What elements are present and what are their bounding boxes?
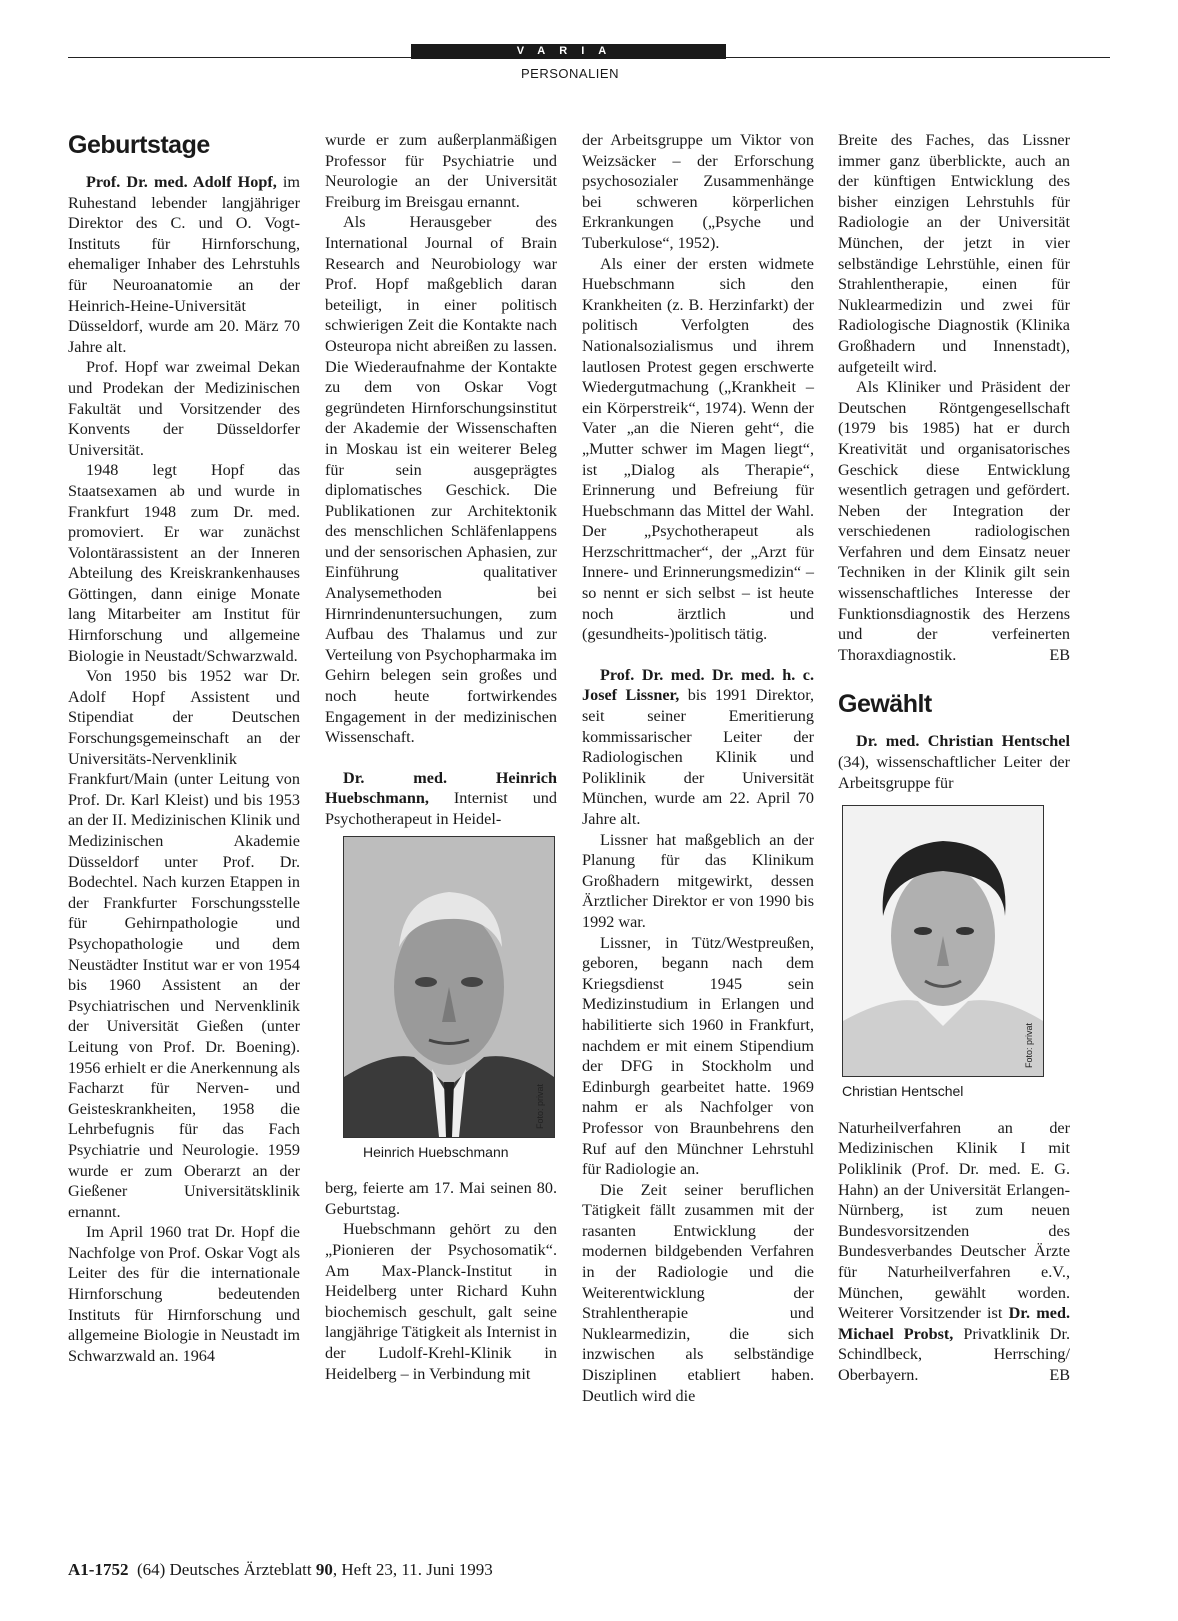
lissner-para-6: Als Kliniker und Präsident der Deutschen Röntgengesellschaft (1979 bis 1985) hat er durch Kreativität und organisatorisches Geschick diese Entwicklung wesentlich getragen und gefördert. Neben der Integration der verschiedenen radiologischen Verfahren und dem Einsatz neuer Techniken in der Klinik gilt sein wissenschaftliches Interesse der Funktionsdiagnostik des Herzens und der verfeinerten Thoraxdiagnostik. EB: [838, 378, 1070, 664]
lissner-para-3: Lissner, in Tütz/Westpreußen, geboren, begann nach dem Kriegsdienst 1945 sein Medizinstudium in Erlangen und habilitierte sich 1960 in Frankfurt, nachdem er mit einem Stipendium der DFG in Stockholm und Edinburgh gearbeitet hatte. 1969 nahm er als Nachfolger von Professor von Braunbehrens den Ruf auf den Münchner Lehrstuhl für Radiologie an.: [582, 933, 814, 1179]
photo-credit: Foto: privat: [1024, 1023, 1035, 1069]
citation-text: (64) Deutsches Ärzteblatt: [136, 1560, 316, 1579]
huebschmann-para-3: Huebschmann gehört zu den „Pionieren der Psychosomatik“. Am Max-Planck-Institut in Heidelberg unter Richard Kuhn biochemisch geschult, galt seine langjährige Tätigkeit als Internist in der Ludolf-Krehl-Klinik in Heidelberg – in Verbindung mit: [325, 1220, 557, 1383]
huebschmann-intro: Dr. med. Heinrich Huebschmann, Internist und Psychotherapeut in Heidel-: [325, 768, 557, 828]
lissner-para-2: Lissner hat maßgeblich an der Planung für das Klinikum Großhadern mitgewirkt, dessen Ärztlicher Direktor er von 1990 bis 1992 war.: [582, 830, 814, 931]
lissner-para-5: Breite des Faches, das Lissner immer ganz überblickte, auch an der künftigen Entwicklung des bisher einzigen Lehrstuhls für Radiologie an der Universität München, der jetzt in vier selbständige Lehrstühle, einen für Strahlentherapie, einen für Nuklearmedizin und zwei für Radiologische Diagnostik (Klinika Großhadern und Innenstadt), aufgeteilt wird.: [838, 131, 1070, 376]
column-4: [838, 130, 1070, 1386]
huebschmann-name: Dr. med. Heinrich Huebschmann,: [325, 768, 557, 808]
probst-name: Dr. med. Michael Probst,: [838, 1304, 1071, 1343]
signature: EB: [1049, 645, 1070, 664]
hopf-para-6: wurde er zum außerplanmäßigen Professor für Psychiatrie und Neurologie an der Universität Freiburg im Breisgau ernannt.: [325, 131, 557, 211]
hentschel-para-2: Naturheilverfahren an der Medizinischen Klinik I mit Poliklinik (Prof. Dr. med. E. G. Hahn) an der Universität Erlangen-Nürnberg, ist zum neuen Bundesvorsitzenden des Bundesverbandes Deutscher Ärzte für Naturheilverfahren e.V., München, gewählt worden. Weiterer Vorsitzender ist Dr. med. Michael Probst, Privatklinik Dr. Schindlbeck, Herrsching/ Oberbayern. EB: [838, 1118, 1071, 1384]
huebschmann-para-4: der Arbeitsgruppe um Viktor von Weizsäcker – der Erforschung psychosozialer Zusammenhänge bei schweren körperlichen Erkrankungen („Psyche und Tuberkulose“, 1952).: [582, 131, 814, 252]
citation-issue: , Heft 23, 11. Juni 1993: [332, 1560, 493, 1579]
hopf-intro: Prof. Dr. med. Adolf Hopf, im Ruhestand lebender langjähriger Direktor des C. und O. Vogt-Instituts für Hirnforschung, ehemaliger Inhaber des Lehrstuhls für Neuroanatomie an der Heinrich-Heine-Universität Düsseldorf, wurde am 20. März 70 Jahre alt.: [68, 173, 300, 356]
hentschel-photo: [842, 805, 1044, 1077]
lissner-name: Prof. Dr. med. Dr. med. h. c. Josef Lissner,: [582, 665, 814, 705]
photo-caption: Christian Hentschel: [842, 1083, 964, 1100]
signature: EB: [1049, 1365, 1070, 1384]
subsection-label: PERSONALIEN: [521, 66, 619, 81]
column-3: [582, 130, 814, 1406]
photo-credit: Foto: privat: [535, 1083, 546, 1129]
huebschmann-para-5: Als einer der ersten widmete Huebschmann sich den Krankheiten (z. B. Herzinfarkt) der politisch Verfolgten des Nationalsozialismus und ihrem lautlosen Protest gegen erschwerte Wiedergutmachung („Krankheit – ein Körperstreik“, 1974). Wenn der Vater „an die Nieren geht“, die „Mutter schwer im Magen liegt“, ist „Dialog als Therapie“, Erinnerung und Befreiung für Huebschmann das Mittel der Wahl. Der „Psychotherapeut als Herzschrittmacher“, der „Arzt für Innere- und Erinnerungsmedizin“ – so nennt er sich selbst – ist heute noch ärztlich und (gesundheits-)politisch tätig.: [582, 254, 814, 644]
huebschmann-photo: [343, 836, 555, 1138]
heading-gewaehlt: Gewählt: [838, 690, 932, 719]
hopf-para-2: Prof. Hopf war zweimal Dekan und Prodekan der Medizinischen Fakultät und Vorsitzender des Konvents der Düsseldorfer Universität.: [68, 358, 300, 459]
hopf-para-7: Als Herausgeber des International Journal of Brain Research and Neurobiology war Prof. Hopf maßgeblich daran beteiligt, in einer politisch schwierigen Zeit die Kontakte nach Osteuropa nicht abreißen zu lassen. Die Wiederaufnahme der Kontakte zu dem von Oskar Vogt gegründeten Hirnforschungsinstitut der Akademie der Wissenschaften in Moskau ist ein weiterer Beleg für sein ausgeprägtes diplomatisches Geschick. Die Publikationen zur Architektonik des menschlichen Schläfenlappens und der sensorischen Aphasien, zur Einführung qualitativer Analysemethoden bei Hirnrindenuntersuchungen, zum Aufbau des Thalamus und zur Verteilung von Psychopharmaka im Gehirn belegen sein großes und noch heute fortwirkendes Engagement in der medizinischen Wissenschaft.: [325, 213, 557, 747]
hentschel-intro: Dr. med. Christian Hentschel (34), wissenschaftlicher Leiter der Arbeitsgruppe für: [838, 732, 1070, 792]
column-2: [325, 130, 557, 1384]
column-1: [68, 130, 300, 1366]
hentschel-name: Dr. med. Christian Hentschel: [856, 732, 1070, 751]
photo-caption: Heinrich Huebschmann: [363, 1143, 509, 1160]
hopf-para-3: 1948 legt Hopf das Staatsexamen ab und wurde in Frankfurt 1948 zum Dr. med. promoviert. Er war zunächst Volontärassistent an der Inneren Abteilung des Kreiskrankenhauses Göttingen, dann einige Monate lang Mitarbeiter am Institut für Hirnforschung und allgemeine Biologie in Neustadt/Schwarzwald.: [68, 461, 300, 665]
lissner-intro: Prof. Dr. med. Dr. med. h. c. Josef Lissner, bis 1991 Direktor, seit seiner Emeritierung kommissarischer Leiter der Radiologischen Klinik und Poliklinik der Universität München, wurde am 22. April 70 Jahre alt.: [582, 665, 814, 828]
hopf-para-4: Von 1950 bis 1952 war Dr. Adolf Hopf Assistent und Stipendiat der Deutschen Forschungsgemeinschaft an der Universitäts-Nervenklinik Frankfurt/Main (unter Leitung von Prof. Dr. Karl Kleist) und bis 1953 an der II. Medizinischen Klinik und Medizinischen Akademie Düsseldorf unter Prof. Dr. Bodechtel. Nach kurzen Etappen in der Frankfurter Forschungsstelle für Gehirnpathologie und Psychopathologie und dem Neustädter Institut war er von 1954 bis 1960 Assistent an der Psychiatrischen und Nervenklinik der Universität Gießen (unter Leitung von Prof. Dr. Boening). 1956 erhielt er die Anerkennung als Facharzt für Nerven- und Geisteskrankheiten, 1958 die Lehrbefugnis für das Fach Psychiatrie und Neurologie. 1959 wurde er zum Oberarzt an der Gießener Universitätsklinik ernannt.: [68, 667, 300, 1221]
lissner-para-4: Die Zeit seiner beruflichen Tätigkeit fällt zusammen mit der rasanten Entwicklung der modernen bildgebenden Verfahren in der Radiologie und die Weiterentwicklung der Strahlentherapie und Nuklearmedizin, die sich inzwischen als selbständige Disziplinen etabliert haben. Deutlich wird die: [582, 1180, 814, 1405]
volume-number: 90: [315, 1560, 333, 1579]
section-banner: VARIA: [411, 44, 726, 59]
hopf-para-5: Im April 1960 trat Dr. Hopf die Nachfolge von Prof. Oskar Vogt als Leiter des für die internationale Hirnforschung bedeutenden Instituts für Hirnforschung und allgemeine Biologie in Neustadt im Schwarzwald an. 1964: [68, 1223, 300, 1365]
hopf-name: Prof. Dr. med. Adolf Hopf,: [86, 173, 277, 191]
page-code: A1-1752: [68, 1560, 129, 1579]
heading-geburtstage: Geburtstage: [68, 131, 210, 159]
page-footer: [68, 1560, 493, 1580]
huebschmann-para-2: berg, feierte am 17. Mai seinen 80. Geburtstag.: [325, 1179, 557, 1218]
